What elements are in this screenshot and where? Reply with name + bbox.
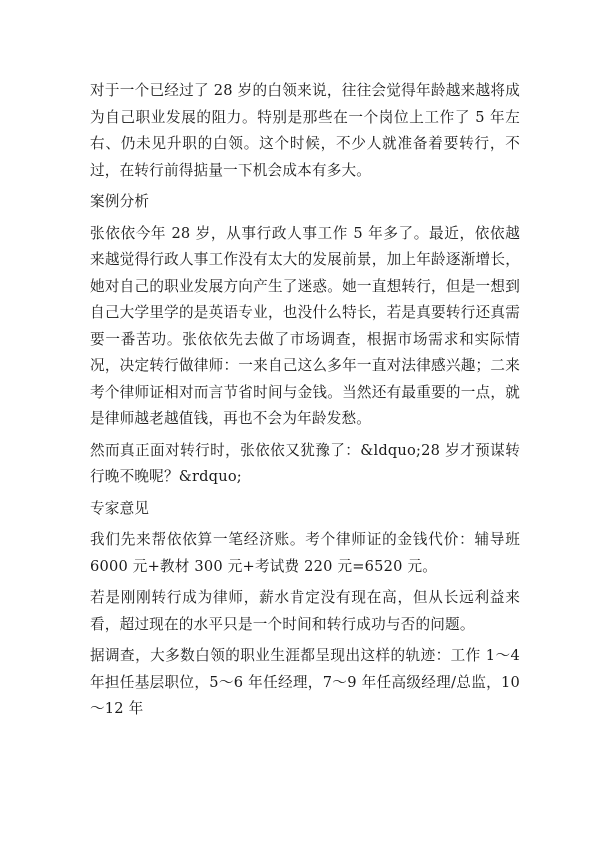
hesitation-paragraph: 然而真正面对转行时，张依依又犹豫了：&ldquo;28 岁才预谋转行晚不晚呢？&rdquo; — [90, 441, 520, 485]
career-trajectory-paragraph: 据调查，大多数白领的职业生涯都呈现出这样的轨迹：工作 1～4 年担任基层职位，5～6 年任经理，7～9 年任高级经理/总监，10～12 年 — [90, 647, 520, 717]
case-paragraph: 张依依今年 28 岁，从事行政人事工作 5 年多了。最近，依依越来越觉得行政人事工作没有太大的发展前景，加上年龄逐渐增长，她对自己的职业发展方向产生了迷惑。她一直想转行，但是一想到自己大学里学的是英语专业，也没什么特长，若是真要转行还真需要一番苦功。张依依先去做了市场调查，根据市场需求和实际情况，决定转行做律师：一来自己这么多年一直对法律感兴趣；二来考个律师证相对而言节省时间与金钱。当然还有最重要的一点，就是律师越老越值钱，再也不会为年龄发愁。 — [90, 224, 520, 427]
cost-paragraph: 我们先来帮依依算一笔经济账。考个律师证的金钱代价：辅导班 6000 元+教材 300 元+考试费 220 元=6520 元。 — [90, 531, 520, 575]
document-body — [90, 78, 520, 728]
salary-paragraph: 若是刚刚转行成为律师，薪水肯定没有现在高，但从长远利益来看，超过现在的水平只是一个时间和转行成功与否的问题。 — [90, 589, 520, 633]
section-heading-expert-opinion: 专家意见 — [90, 499, 150, 517]
section-heading-case-analysis: 案例分析 — [90, 193, 150, 210]
intro-paragraph: 对于一个已经过了 28 岁的白领来说，往往会觉得年龄越来越将成为自己职业发展的阻力。特别是那些在一个岗位上工作了 5 年左右、仍未见升职的白领。这个时候，不少人就准备着要转行，不过，在转行前得掂量一下机会成本有多大。 — [90, 82, 520, 179]
